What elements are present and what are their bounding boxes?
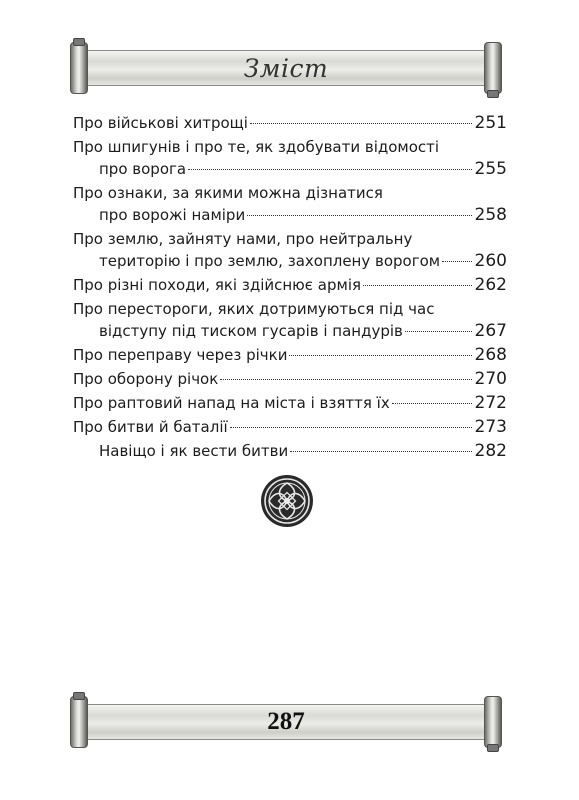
toc-line — [73, 416, 507, 438]
toc-line — [73, 136, 507, 158]
toc-entry-title: Про переправу через річки — [73, 346, 288, 364]
toc-line — [73, 274, 507, 296]
toc-entry-title: Про шпигунів і про те, як здобувати відомості — [73, 138, 440, 156]
toc-page-number: 260 — [474, 251, 507, 271]
dot-leader — [250, 123, 472, 124]
toc-page-number: 251 — [474, 113, 507, 133]
toc-entry-title: Про перестороги, яких дотримуються під час — [73, 300, 435, 318]
toc-line — [73, 368, 507, 390]
toc-page-number: 273 — [474, 417, 507, 437]
toc-line — [73, 228, 507, 250]
toc-entry — [73, 344, 507, 366]
toc-entry — [73, 416, 507, 438]
toc-entry-title: Про ознаки, за якими можна дізнатися — [73, 184, 383, 202]
toc-page-number: 272 — [474, 393, 507, 413]
toc-entry — [73, 368, 507, 390]
toc-page-number: 270 — [474, 369, 507, 389]
scroll-cap — [487, 744, 499, 752]
toc-entry-title: Про землю, зайняту нами, про нейтральну — [73, 230, 413, 248]
dot-leader — [363, 285, 472, 286]
dot-leader — [247, 215, 471, 216]
toc-line — [73, 182, 507, 204]
toc-entry — [73, 274, 507, 296]
toc-line — [73, 112, 507, 134]
toc-page-number: 258 — [474, 205, 507, 225]
toc-entry-title: відступу під тиском гусарів і пандурів — [99, 322, 403, 340]
toc-entry-title: Про різні походи, які здійснює армія — [73, 276, 362, 294]
toc-entry-title: Про оборону річок — [73, 370, 219, 388]
scroll-cap — [487, 90, 499, 98]
dot-leader — [392, 403, 472, 404]
dot-leader — [405, 331, 472, 332]
toc-page-number: 282 — [474, 441, 507, 461]
dot-leader — [230, 427, 472, 428]
celtic-knot-icon — [259, 473, 315, 529]
toc-line — [73, 440, 507, 462]
footer-scroll-banner — [68, 696, 504, 748]
toc-line — [73, 250, 507, 272]
toc-entry-title: про ворожі наміри — [99, 206, 246, 224]
toc-entry — [73, 136, 507, 180]
page-number: 287 — [267, 708, 305, 735]
scroll-cap — [73, 38, 85, 46]
toc-entry-title: про ворога — [99, 160, 187, 178]
toc-line — [73, 298, 507, 320]
toc-line — [73, 204, 507, 226]
toc-page-number: 267 — [474, 321, 507, 341]
toc-page-number: 268 — [474, 345, 507, 365]
toc-entry-title: територію і про землю, захоплену ворогом — [99, 252, 441, 270]
toc-entry — [73, 112, 507, 134]
dot-leader — [289, 355, 471, 356]
page-title: Зміст — [243, 53, 329, 83]
header-scroll-banner — [68, 42, 504, 94]
toc-line — [73, 392, 507, 414]
toc-entry-title: Про раптовий напад на міста і взяття їх — [73, 394, 390, 412]
dot-leader — [442, 261, 471, 262]
dot-leader — [188, 169, 471, 170]
toc-entry — [73, 440, 507, 462]
toc-entry-title: Навіщо і як вести битви — [99, 442, 289, 460]
scroll-cap — [73, 692, 85, 700]
toc-entry — [73, 298, 507, 342]
toc-line — [73, 320, 507, 342]
toc-line — [73, 158, 507, 180]
toc-entry — [73, 392, 507, 414]
table-of-contents — [73, 112, 507, 464]
dot-leader — [220, 379, 471, 380]
toc-page-number: 262 — [474, 275, 507, 295]
toc-entry — [73, 182, 507, 226]
dot-leader — [290, 451, 471, 452]
toc-line — [73, 344, 507, 366]
toc-entry — [73, 228, 507, 272]
toc-page-number: 255 — [474, 159, 507, 179]
toc-entry-title: Про битви й баталії — [73, 418, 228, 436]
toc-entry-title: Про військові хитрощі — [73, 114, 248, 132]
